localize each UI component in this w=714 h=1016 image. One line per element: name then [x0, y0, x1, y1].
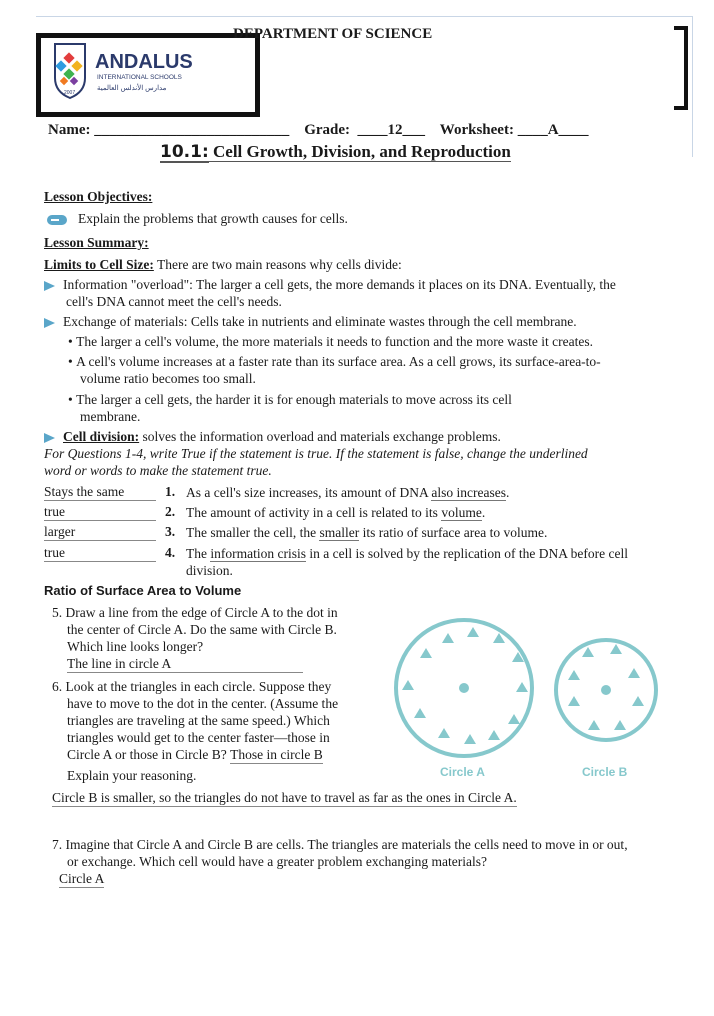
- objective-item: [46, 210, 348, 227]
- summary-heading: Lesson Summary:: [44, 235, 149, 250]
- point-exchange-materials: Exchange of materials: Cells take in nutrients and eliminate wastes through the cell membrane.: [44, 313, 577, 330]
- title-number: 10.1:: [160, 142, 209, 162]
- objective-text: Explain the problems that growth causes for cells.: [78, 211, 348, 226]
- circle-b-label: Circle B: [582, 765, 628, 779]
- division-label: Cell division:: [63, 429, 140, 444]
- arrow-bullet-icon: [44, 433, 55, 443]
- question-number-2: 2.: [165, 504, 176, 519]
- limits-label: Limits to Cell Size:: [44, 257, 154, 272]
- arrow-bullet-icon: [44, 318, 55, 328]
- answer-field-6[interactable]: Those in circle B: [230, 747, 323, 762]
- instructions-line-2: word or words to make the statement true.: [44, 463, 272, 478]
- name-grade-worksheet-line[interactable]: Name: __________________________ Grade: ____12___ Worksheet: ____A____: [48, 122, 589, 138]
- circles-figure: [392, 610, 672, 782]
- circle-a-label: Circle A: [440, 765, 485, 779]
- explain-answer-field[interactable]: Circle B is smaller, so the triangles do not have to travel as far as the ones in Circle A.: [52, 790, 517, 805]
- question-number-3: 3.: [165, 524, 176, 539]
- arrow-bullet-icon: [44, 281, 55, 291]
- logo-subtitle: INTERNATIONAL SCHOOLS: [97, 74, 182, 81]
- objectives-heading: Lesson Objectives:: [44, 189, 153, 204]
- question-text-2: The amount of activity in a cell is related to its volume.: [186, 505, 486, 520]
- sub-point-1: • The larger a cell's volume, the more materials it needs to function and the more waste it creates.: [68, 334, 593, 349]
- answer-field-5[interactable]: The line in circle A: [67, 655, 303, 673]
- question-text-3: The smaller the cell, the smaller its ratio of surface area to volume.: [186, 525, 548, 540]
- answer-field-2[interactable]: true: [44, 504, 156, 521]
- circle-b: [556, 640, 656, 740]
- title-text: Cell Growth, Division, and Reproduction: [208, 142, 511, 161]
- question-text-4: The information crisis in a cell is solved by the replication of the DNA before cell division.: [186, 546, 629, 578]
- school-logo: [36, 33, 260, 117]
- sub-point-2-cont: volume ratio becomes too small.: [80, 371, 256, 386]
- header-bracket: [674, 26, 688, 110]
- sub-point-3-cont: membrane.: [80, 409, 141, 424]
- point-information-overload: Information "overload": The larger a cell gets, the more demands it places on its DNA. Eventually, the: [44, 276, 616, 293]
- objective-icon: [46, 213, 68, 227]
- instructions-line-1: For Questions 1-4, write True if the statement is true. If the statement is false, change the underlined: [44, 446, 588, 461]
- ratio-heading: Ratio of Surface Area to Volume: [44, 583, 242, 598]
- circle-a: [396, 620, 532, 756]
- true-false-questions: [0, 484, 714, 580]
- question-text-1: As a cell's size increases, its amount of DNA also increases.: [186, 485, 510, 500]
- question-7: 7. Imagine that Circle A and Circle B are cells. The triangles are materials the cells need to move in or out, or exchange. Which cell would have a greater problem exchanging materials? Circle A: [52, 837, 628, 886]
- department-title: DEPARTMENT OF SCIENCE: [233, 26, 433, 42]
- logo-arabic: مدارس الأندلس العالمية: [97, 85, 167, 92]
- logo-name: ANDALUS: [95, 51, 193, 73]
- limits-text: There are two main reasons why cells divide:: [153, 257, 402, 272]
- question-number-4: 4.: [165, 545, 176, 560]
- logo-year: 2007: [64, 90, 76, 96]
- point-information-overload-cont: cell's DNA cannot meet the cell's needs.: [66, 294, 282, 309]
- answer-field-7[interactable]: Circle A: [59, 871, 105, 886]
- cell-division-line: Cell division: solves the information overload and materials exchange problems.: [44, 428, 501, 445]
- question-number-1: 1.: [165, 484, 176, 499]
- explain-prompt: Explain your reasoning.: [67, 768, 197, 783]
- worksheet-title: [160, 142, 511, 162]
- limits-line: [44, 256, 402, 273]
- sub-point-3: • The larger a cell gets, the harder it is for enough materials to move across its cell: [68, 392, 512, 407]
- sub-point-2: • A cell's volume increases at a faster rate than its surface area. As a cell grows, its surface-area-to-: [68, 354, 601, 369]
- answer-field-4[interactable]: true: [44, 545, 156, 562]
- question-6: 6. Look at the triangles in each circle. Suppose they have to move to the dot in the center. (Assume the triangles are traveling at the same speed.) Which triangles would get to the center faster—those in Circle A or those in Circle B? Those in circle B: [52, 679, 339, 762]
- question-5: 5. Draw a line from the edge of Circle A to the dot in the center of Circle A. Do the same with Circle B. Which line looks longer? The line in circle A: [52, 605, 338, 671]
- answer-field-3[interactable]: larger: [44, 524, 156, 541]
- answer-field-1[interactable]: Stays the same: [44, 484, 156, 501]
